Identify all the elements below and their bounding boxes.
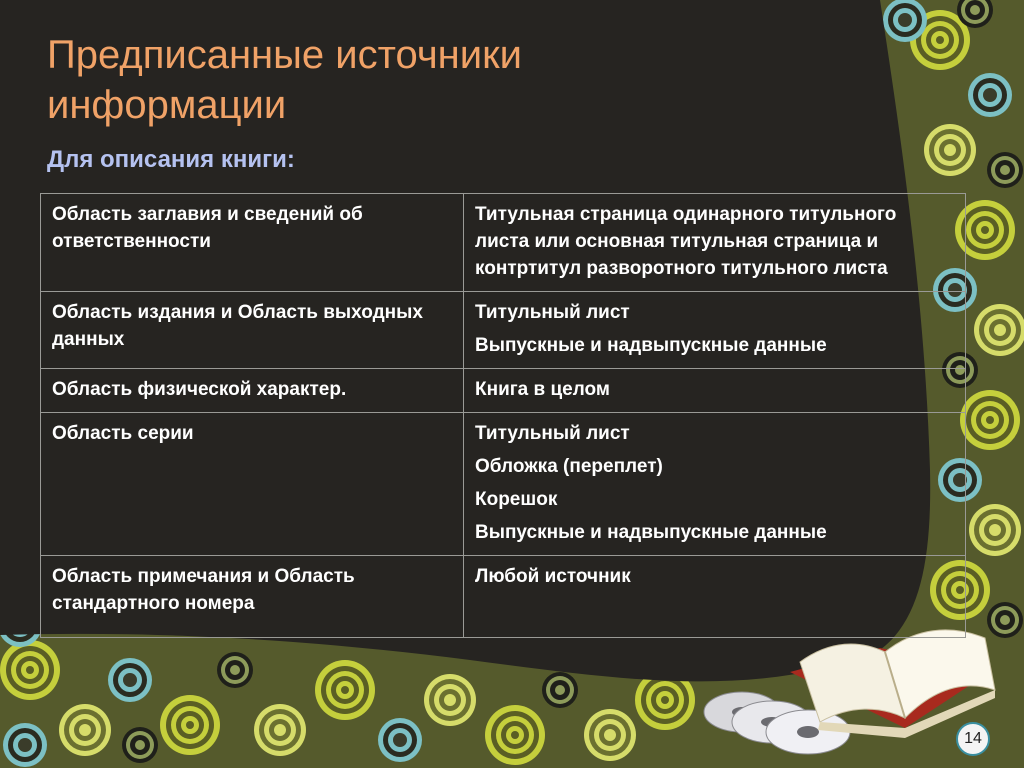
sources-cell	[464, 194, 966, 292]
source-item: Выпускные и надвыпускные данные	[475, 522, 827, 543]
source-item: Корешок	[475, 489, 558, 510]
slide-subtitle: Для описания книги:	[47, 146, 295, 173]
source-item: Выпускные и надвыпускные данные	[475, 335, 827, 356]
sources-cell	[464, 556, 966, 638]
slide-title: Предписанные источники информации	[47, 33, 522, 127]
area-cell: Область заглавия и сведений об ответственности	[41, 194, 464, 292]
source-item: Книга в целом	[475, 379, 610, 400]
table-row	[41, 556, 966, 638]
source-item: Титульный лист	[475, 302, 630, 323]
source-item: Любой источник	[475, 566, 631, 587]
area-cell: Область примечания и Область стандартного номера	[41, 556, 464, 638]
sources-table	[40, 193, 966, 638]
sources-cell	[464, 413, 966, 556]
table-row	[41, 369, 966, 413]
area-cell: Область физической характер.	[41, 369, 464, 413]
sources-cell	[464, 369, 966, 413]
area-cell: Область издания и Область выходных данных	[41, 292, 464, 369]
table-row	[41, 292, 966, 369]
area-cell: Область серии	[41, 413, 464, 556]
sources-cell	[464, 292, 966, 369]
source-item: Титульный лист	[475, 423, 630, 444]
source-item: Титульная страница одинарного титульного листа или основная титульная страница и контртитул разворотного титульного листа	[475, 204, 897, 279]
source-item: Обложка (переплет)	[475, 456, 663, 477]
table-row	[41, 413, 966, 556]
table-row	[41, 194, 966, 292]
page-number-badge: 14	[956, 722, 990, 756]
